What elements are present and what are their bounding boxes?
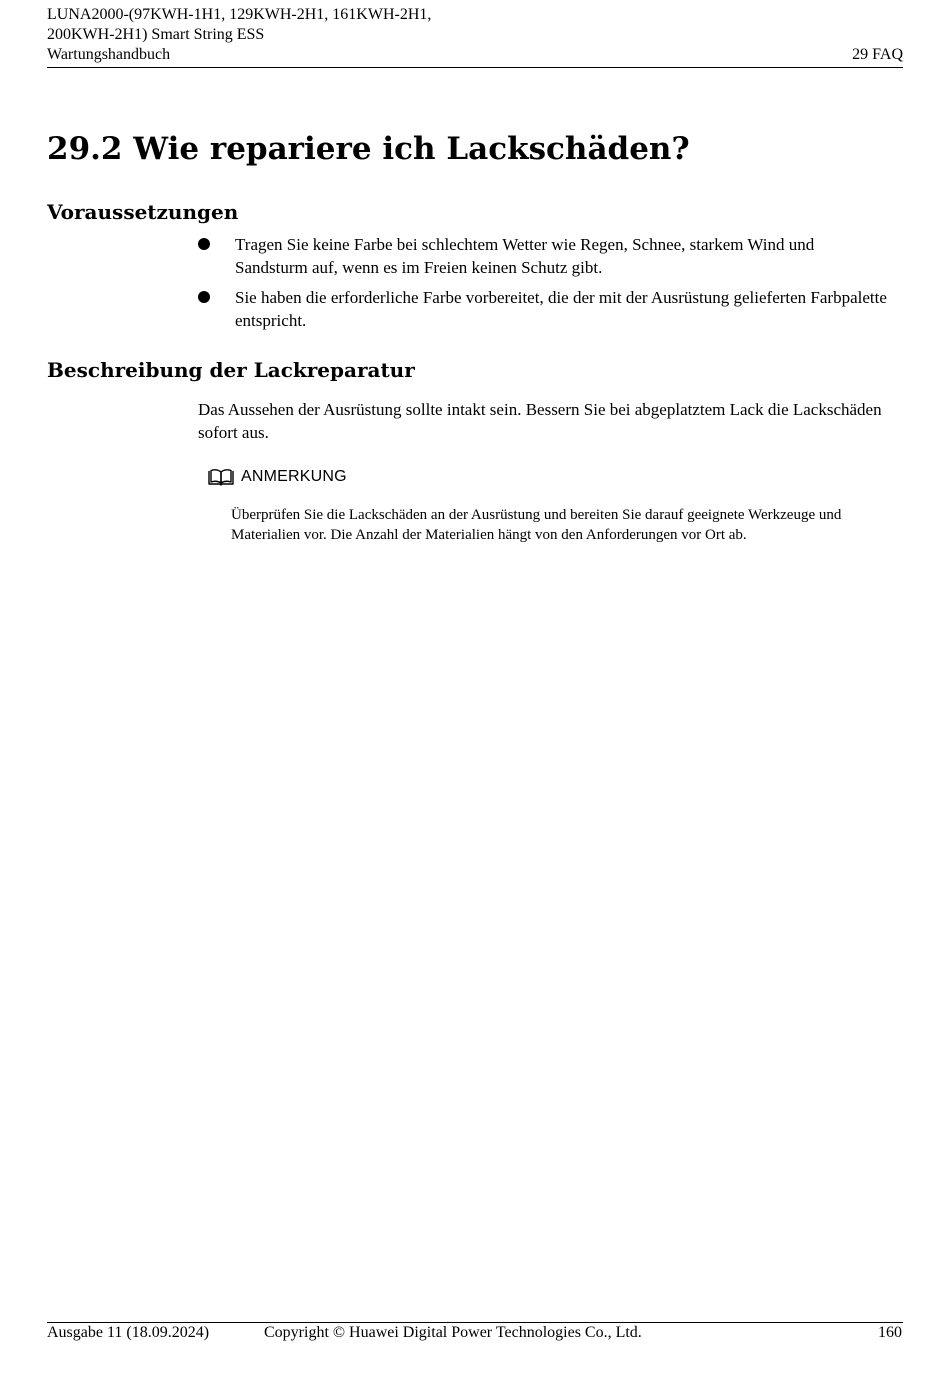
list-item-text: Sie haben die erforderliche Farbe vorbereitet, die der mit der Ausrüstung gelieferten Farbpalette entspricht. bbox=[235, 288, 887, 330]
header-product-line-1: LUNA2000-(97KWH-1H1, 129KWH-2H1, 161KWH-2H1, bbox=[47, 6, 432, 23]
footer-edition: Ausgabe 11 (18.09.2024) bbox=[47, 1324, 210, 1341]
bullet-icon bbox=[198, 238, 210, 250]
section-heading-prerequisites: Voraussetzungen bbox=[47, 200, 239, 224]
bullet-icon bbox=[198, 291, 210, 303]
page-title: 29.2 Wie repariere ich Lackschäden? bbox=[47, 131, 690, 167]
section-heading-paint-repair: Beschreibung der Lackreparatur bbox=[47, 358, 415, 382]
list-item-text: Tragen Sie keine Farbe bei schlechtem Wetter wie Regen, Schnee, starkem Wind und Sandsturm auf, wenn es im Freien keinen Schutz gibt. bbox=[235, 235, 815, 277]
prerequisites-list bbox=[198, 233, 888, 339]
list-item bbox=[198, 286, 888, 332]
book-icon bbox=[207, 468, 235, 486]
footer-copyright: Copyright © Huawei Digital Power Technologies Co., Ltd. bbox=[264, 1324, 642, 1341]
header-manual-title: Wartungshandbuch bbox=[47, 46, 171, 63]
note-label: ANMERKUNG bbox=[241, 468, 347, 485]
page-header bbox=[47, 5, 903, 65]
paint-repair-paragraph: Das Aussehen der Ausrüstung sollte intakt sein. Bessern Sie bei abgeplatztem Lack die Lackschäden sofort aus. bbox=[198, 400, 882, 442]
note-header bbox=[207, 465, 347, 489]
header-divider bbox=[47, 67, 903, 68]
list-item bbox=[198, 233, 888, 279]
footer-page-number: 160 bbox=[878, 1324, 902, 1341]
header-product-line-2: 200KWH-2H1) Smart String ESS bbox=[47, 26, 265, 43]
header-chapter: 29 FAQ bbox=[852, 46, 903, 63]
note-text: Überprüfen Sie die Lackschäden an der Ausrüstung und bereiten Sie darauf geeignete Werkzeuge und Materialien vor. Die Anzahl der Materialien hängt von den Anforderungen vor Ort ab. bbox=[231, 507, 842, 543]
